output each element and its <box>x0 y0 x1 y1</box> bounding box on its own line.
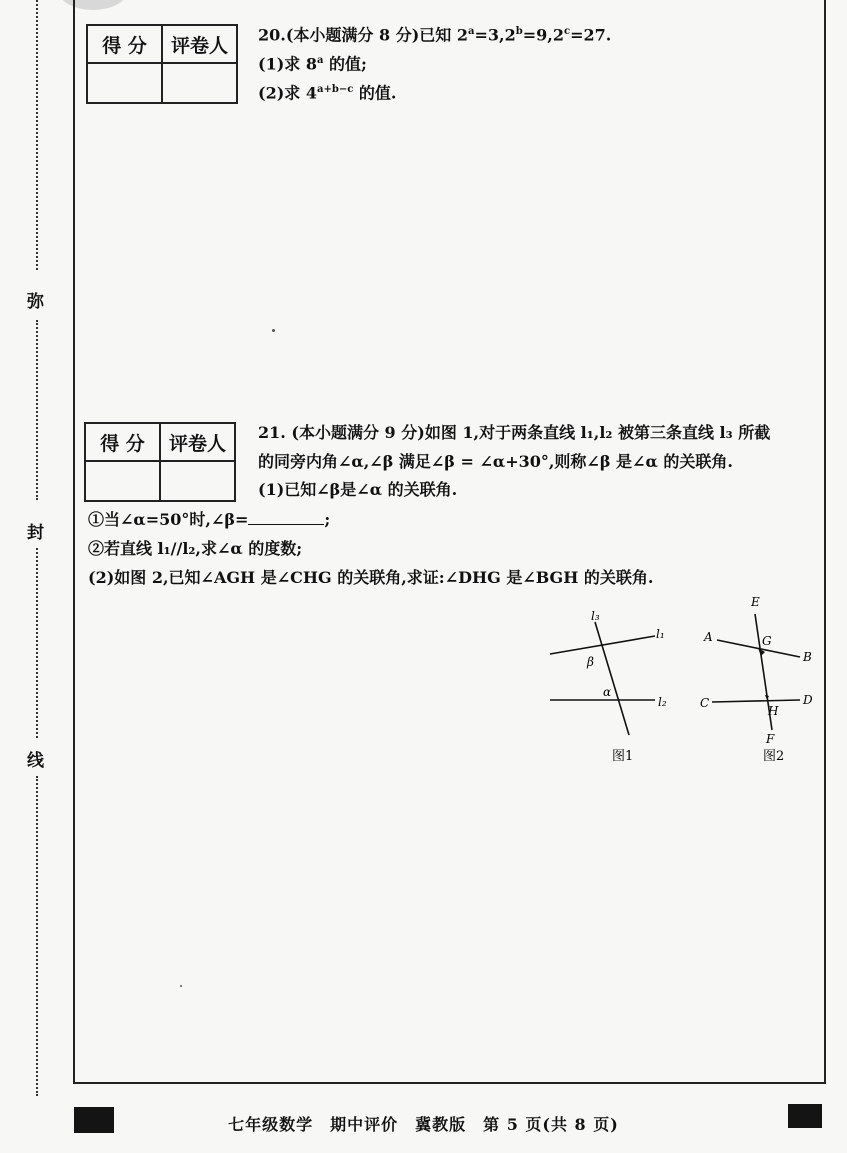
figure-1 <box>540 600 680 770</box>
fig2-label-G: G <box>762 634 772 648</box>
q20-part1-exp: a <box>316 55 324 66</box>
grader-cell[interactable] <box>160 461 235 501</box>
q20-number: 20. <box>258 25 286 45</box>
scan-speck <box>272 329 275 332</box>
fig2-label-C: C <box>700 696 710 710</box>
q20-part1 <box>258 48 367 77</box>
binding-mark-mi: 弥 <box>27 292 44 312</box>
fig1-label-beta: β <box>587 655 594 669</box>
q20-eq2-val: =9, <box>522 25 553 45</box>
q21-line2: 的同旁内角∠α,∠β 满足∠β = ∠α+30°,则称∠β 是∠α 的关联角. <box>258 452 733 471</box>
grader-header: 评卷人 <box>162 25 237 63</box>
score-header: 得 分 <box>85 423 160 461</box>
grader-header: 评卷人 <box>160 423 235 461</box>
q20-eq3-exp: c <box>563 26 571 37</box>
q20-eq1-base: 2 <box>456 25 468 45</box>
fig1-caption: 图1 <box>612 749 634 764</box>
score-cell[interactable] <box>85 461 160 501</box>
score-cell[interactable] <box>87 63 162 103</box>
q21-subq1-text: ①当∠α=50°时,∠β= <box>88 510 249 529</box>
fig1-label-l3: l₃ <box>591 609 600 623</box>
q21-line1: 21. (本小题满分 9 分)如图 1,对于两条直线 l₁,l₂ 被第三条直线 l₃ 所截 <box>258 423 771 442</box>
q20-stem <box>258 19 611 48</box>
q20-eq3-val: =27. <box>570 25 612 45</box>
binding-mark-xian: 线 <box>27 751 44 771</box>
binding-dotted-line <box>36 0 38 270</box>
q20-part2-exp: a+b−c <box>316 84 354 95</box>
fig1-label-alpha: α <box>603 685 612 699</box>
q20-eq2-exp: b <box>515 26 523 37</box>
q21-subq2: ②若直线 l₁//l₂,求∠α 的度数; <box>88 539 303 558</box>
score-table-q21 <box>84 422 236 502</box>
binding-dotted-line <box>36 548 38 738</box>
binding-dotted-line <box>36 776 38 1096</box>
q21-part2: (2)如图 2,已知∠AGH 是∠CHG 的关联角,求证:∠DHG 是∠BGH 的关联角. <box>88 568 654 587</box>
binding-dotted-line <box>36 320 38 500</box>
answer-blank[interactable] <box>248 510 324 525</box>
fig1-line-l3 <box>595 622 629 735</box>
binding-mark-feng: 封 <box>27 523 44 543</box>
fig1-label-l2: l₂ <box>658 695 667 709</box>
fig2-label-B: B <box>803 650 812 664</box>
q21-subq1 <box>88 507 330 533</box>
q20-part2 <box>258 77 396 106</box>
q20-points: (本小题满分 8 分) <box>285 25 420 45</box>
q20-eq3-base: 2 <box>552 25 564 45</box>
q20-eq1-val: =3, <box>474 25 505 45</box>
fig2-label-H: H <box>768 704 779 718</box>
q20-part1-pre: (1)求 8 <box>258 54 317 74</box>
q20-eq2-base: 2 <box>504 25 516 45</box>
fig2-label-E: E <box>751 595 760 609</box>
fig2-angle-mark-H <box>765 695 769 700</box>
q20-intro: 已知 <box>419 25 452 45</box>
figure-2 <box>695 590 825 770</box>
fig2-caption: 图2 <box>763 749 785 764</box>
score-header: 得 分 <box>87 25 162 63</box>
fig2-line-CD <box>712 700 800 702</box>
q20-part1-post: 的值; <box>323 54 367 74</box>
score-table-q20 <box>86 24 238 104</box>
q20-eq1-exp: a <box>468 26 475 37</box>
q20-part2-post: 的值. <box>353 83 397 103</box>
grader-cell[interactable] <box>162 63 237 103</box>
q21-subq1-end: ; <box>324 510 331 529</box>
fig2-label-F: F <box>766 732 775 746</box>
q20-part2-pre: (2)求 4 <box>258 83 317 103</box>
q21-line3: (1)已知∠β是∠α 的关联角. <box>258 480 458 499</box>
fig2-label-A: A <box>704 630 713 644</box>
page-footer: 七年级数学 期中评价 冀教版 第 5 页(共 8 页) <box>228 1115 619 1134</box>
scan-speck <box>180 985 182 987</box>
fig1-label-l1: l₁ <box>656 627 665 641</box>
fig2-label-D: D <box>803 693 813 707</box>
